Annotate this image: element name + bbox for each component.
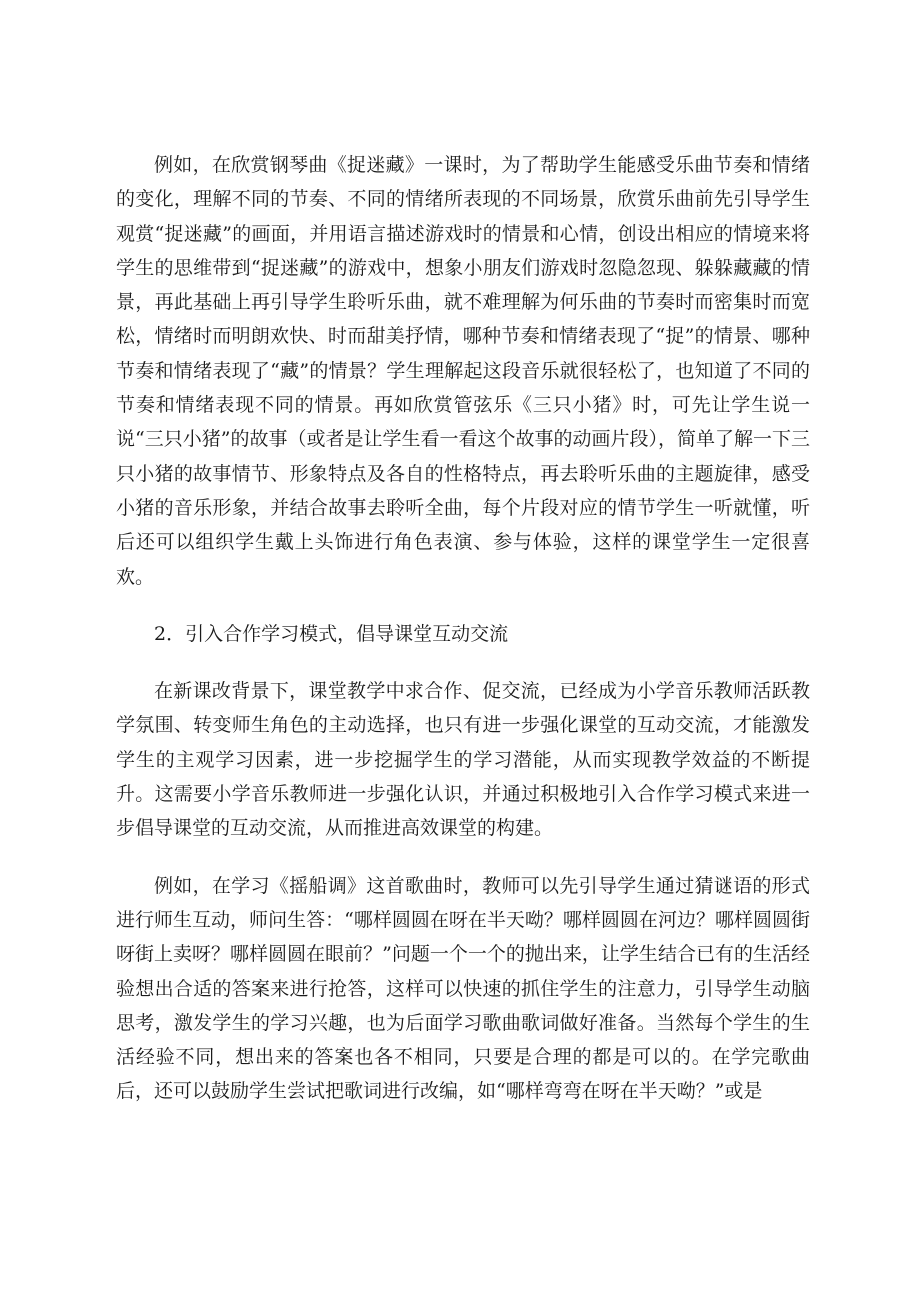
paragraph-hide-and-seek-example: 例如，在欣赏钢琴曲《捉迷藏》一课时，为了帮助学生能感受乐曲节奏和情绪的变化，理解不同的节奏、不同的情绪所表现的不同场景，欣赏乐曲前先引导学生观赏“捉迷藏”的画面，并用语言描述游戏时的情景和心情，创设出相应的情境来将学生的思维带到“捉迷藏”的游戏中，想象小朋友们游戏时忽隐忽现、躲躲藏藏的情景，再此基础上再引导学生聆听乐曲，就不难理解为何乐曲的节奏时而密集时而宽松，情绪时而明朗欢快、时而甜美抒情，哪种节奏和情绪表现了“捉”的情景、哪种节奏和情绪表现了“藏”的情景？学生理解起这段音乐就很轻松了，也知道了不同的节奏和情绪表现不同的情景。再如欣赏管弦乐《三只小猪》时，可先让学生说一说“三只小猪”的故事（或者是让学生看一看这个故事的动画片段），简单了解一下三只小猪的故事情节、形象特点及各自的性格特点，再去聆听乐曲的主题旋律，感受小猪的音乐形象，并结合故事去聆听全曲，每个片段对应的情节学生一听就懂，听后还可以组织学生戴上头饰进行角色表演、参与体验，这样的课堂学生一定很喜欢。 [116, 154, 810, 588]
paragraph-new-curriculum-background: 在新课改背景下，课堂教学中求合作、促交流，已经成为小学音乐教师活跃教学氛围、转变师生角色的主动选择，也只有进一步强化课堂的互动交流，才能激发学生的主观学习因素，进一步挖掘学生的学习潜能，从而实现教学效益的不断提升。这需要小学音乐教师进一步强化认识，并通过积极地引入合作学习模式来进一步倡导课堂的互动交流，从而推进高效课堂的构建。 [116, 680, 810, 840]
paragraph-rowing-song-example: 例如，在学习《摇船调》这首歌曲时，教师可以先引导学生通过猜谜语的形式进行师生互动，师问生答：“哪样圆圆在呀在半天呦？哪样圆圆在河边？哪样圆圆街呀街上卖呀？哪样圆圆在眼前？”问题一个一个的抛出来，让学生结合已有的生活经验想出合适的答案来进行抢答，这样可以快速的抓住学生的注意力，引导学生动脑思考，激发学生的学习兴趣，也为后面学习歌曲歌词做好准备。当然每个学生的生活经验不同，想出来的答案也各不相同，只要是合理的都是可以的。在学完歌曲后，还可以鼓励学生尝试把歌词进行改编，如“哪样弯弯在呀在半天呦？”或是 [116, 874, 810, 1103]
section-heading-cooperative-learning: 2．引入合作学习模式，倡导课堂互动交流 [154, 622, 509, 645]
document-body [116, 148, 810, 1109]
